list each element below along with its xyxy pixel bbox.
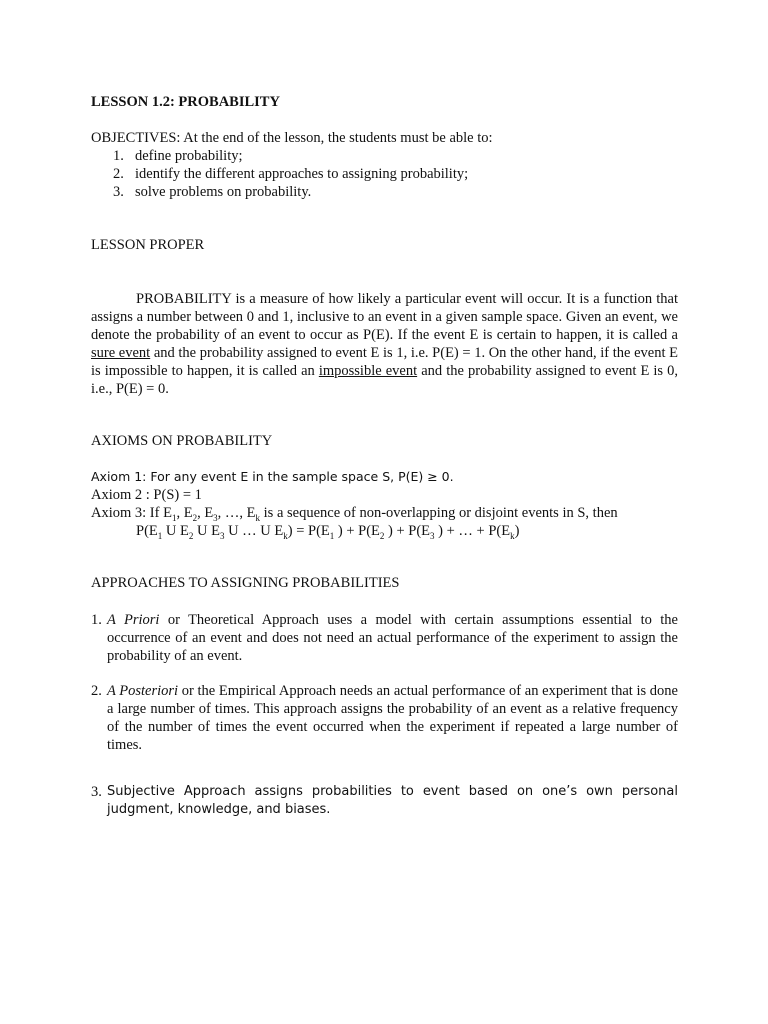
axiom-2: Axiom 2 : P(S) = 1 — [91, 487, 202, 503]
objective-item: 2. identify the different approaches to assigning probability; — [113, 166, 469, 182]
probability-definition: PROBABILITY is a measure of how likely a particular event will occur. It is a function that assigns a number between 0 and 1, inclusive to an event in a given sample space. Given an event, we denote the probability of an event to occur as P(E). If the event E is certain to happen, it is called a sure event and the probability assigned to event E is 1, i.e. P(E) = 1. On the other hand, if the event E is impossible to happen, it is called an impossible event and the probability assigned to event E is 0, i.e., P(E) = 0. — [91, 291, 679, 397]
lesson-proper-heading: LESSON PROPER — [91, 237, 205, 253]
sure-event-term: sure event — [91, 345, 151, 361]
objectives-intro: OBJECTIVES: At the end of the lesson, the students must be able to: — [91, 130, 493, 146]
approach-item-2: 2. A Posteriori or the Empirical Approach needs an actual performance of an experiment that is done a large number of times. This approach assigns the probability of an event as a relative frequency of the number of times the event occurred when the experiment if repeated a large number of times. — [91, 683, 678, 753]
approach-term: A Priori — [107, 612, 160, 628]
objective-item: 3. solve problems on probability. — [113, 184, 312, 200]
axiom-3-formula: $P(E_1$ U $E_2$ U $E_3$ U … U $E_k) = P(E_1$ ) + $P(E_2$ ) + $P(E_3$ ) + … + $P(E_k)$ — [136, 523, 520, 541]
objectives-section — [91, 129, 678, 201]
approach-term: A Posteriori — [107, 683, 179, 699]
objectives-list — [91, 147, 678, 201]
approach-item-3: 3. Subjective Approach assigns probabilities to event based on one’s own personal judgment, knowledge, and biases. — [91, 784, 678, 817]
approaches-heading: APPROACHES TO ASSIGNING PROBABILITIES — [91, 575, 400, 591]
approach-item-1: 1. A Priori or Theoretical Approach uses a model with certain assumptions essential to the occurrence of an event and does not need an actual performance of the experiment to assign the probability of an event. — [91, 612, 678, 664]
axiom-1: Axiom 1: For any event E in the sample space S, P(E) ≥ 0. — [91, 469, 454, 484]
impossible-event-term: impossible event — [318, 363, 418, 379]
axioms-heading: AXIOMS ON PROBABILITY — [91, 433, 273, 449]
axiom-3: Axiom 3: If $E_1$, $E_2$, $E_3$, …, $E_k$ is a sequence of non-overlapping or disjoint events in S, then — [91, 505, 618, 523]
lesson-title: LESSON 1.2: PROBABILITY — [91, 94, 280, 110]
axioms-list — [91, 468, 678, 540]
objective-item: 1. define probability; — [113, 148, 243, 164]
